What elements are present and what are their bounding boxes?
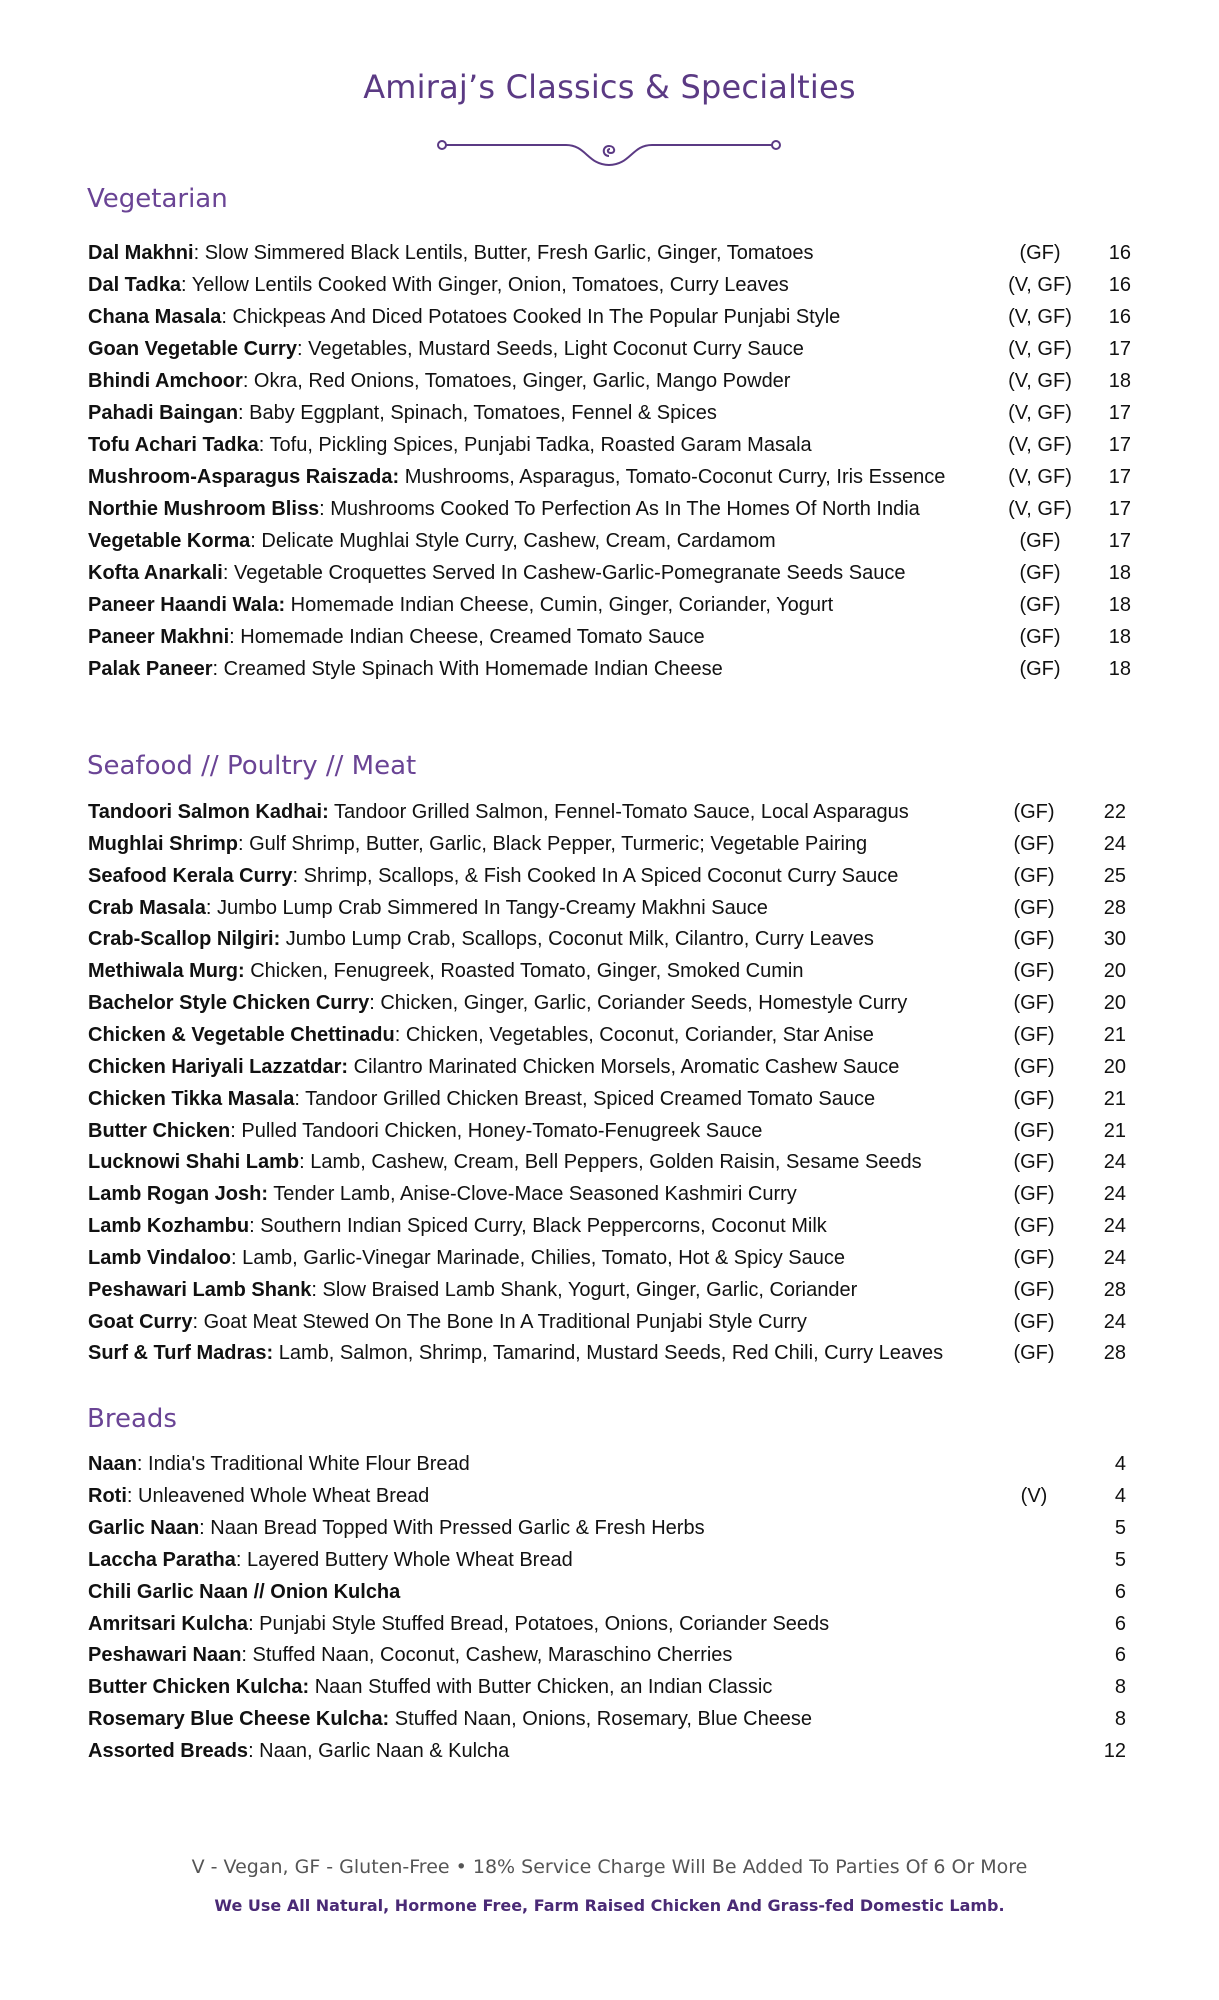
item-diet-tags: (GF) [1013,992,1055,1015]
item-diet-tags: (GF) [1019,242,1061,264]
item-description: : Vegetables, Mustard Seeds, Light Coconut Curry Sauce [296,338,804,360]
item-price: 24 [1103,1215,1126,1238]
item-name: Surf & Turf Madras: [88,1342,274,1365]
item-description: Tender Lamb, Anise-Clove-Mace Seasoned Kashmiri Curry [268,1183,797,1206]
item-price: 5 [1114,1548,1126,1571]
item-diet-tags: (GF) [1013,1055,1055,1078]
item-price: 24 [1103,1183,1126,1206]
item-description: : Southern Indian Spiced Curry, Black Peppercorns, Coconut Milk [249,1215,827,1238]
item-name: Paneer Makhni [88,626,230,648]
item-description: : Shrimp, Scallops, & Fish Cooked In A Spiced Coconut Curry Sauce [292,864,899,887]
item-name: Tandoori Salmon Kadhai: [88,801,329,823]
item-name: Tofu Achari Tadka [88,434,259,456]
item-price: 17 [1108,338,1131,360]
item-diet-tags: (V, GF) [1008,338,1072,360]
item-diet-tags: (GF) [1013,1119,1055,1142]
item-name: Rosemary Blue Cheese Kulcha: [88,1708,390,1731]
item-description: Naan Stuffed with Butter Chicken, an Indian Classic [309,1676,773,1699]
item-diet-tags: (GF) [1019,530,1061,552]
item-name: Amritsari Kulcha [88,1612,249,1635]
item-price: 17 [1108,466,1131,488]
menu-item [88,829,1148,859]
item-description: Tandoor Grilled Salmon, Fennel-Tomato Sauce, Local Asparagus [328,801,909,823]
menu-item [88,1704,1148,1734]
item-price: 6 [1114,1644,1126,1667]
item-diet-tags: (V, GF) [1008,466,1072,488]
item-description: : Jumbo Lump Crab Simmered In Tangy-Creamy Makhni Sauce [205,896,768,919]
section-title: Seafood // Poultry // Meat [87,751,417,781]
item-description: : Chicken, Ginger, Garlic, Coriander Seeds, Homestyle Curry [369,992,908,1015]
item-name: Chana Masala [88,306,222,328]
item-diet-tags: (V) [1020,1484,1048,1507]
item-name: Assorted Breads [88,1740,249,1763]
item-price: 24 [1103,1246,1126,1269]
item-description: : Chickpeas And Diced Potatoes Cooked In The Popular Punjabi Style [221,306,841,328]
item-name: Bachelor Style Chicken Curry [88,992,370,1015]
item-name: Palak Paneer [88,658,213,680]
item-diet-tags: (V, GF) [1008,274,1072,296]
item-price: 24 [1103,832,1126,855]
item-description: : Slow Simmered Black Lentils, Butter, Fresh Garlic, Ginger, Tomatoes [193,242,814,264]
item-diet-tags: (GF) [1019,626,1061,648]
item-name: Kofta Anarkali [88,562,223,584]
item-price: 20 [1103,1055,1126,1078]
item-diet-tags: (V, GF) [1008,402,1072,424]
item-diet-tags: (GF) [1013,1023,1055,1046]
item-price: 21 [1103,1087,1126,1110]
item-diet-tags: (V, GF) [1008,306,1072,328]
menu-item [88,238,1148,268]
item-name: Garlic Naan [88,1516,200,1539]
menu-item [88,334,1148,364]
item-name: Vegetable Korma [88,530,251,552]
item-description: : Chicken, Vegetables, Coconut, Coriander, Star Anise [394,1023,874,1046]
item-diet-tags: (GF) [1013,1342,1055,1365]
item-description: Jumbo Lump Crab, Scallops, Coconut Milk, Cilantro, Curry Leaves [280,928,874,951]
item-description: Homemade Indian Cheese, Cumin, Ginger, Coriander, Yogurt [285,594,834,616]
item-name: Chicken Tikka Masala [88,1087,295,1110]
item-price: 25 [1103,864,1126,887]
scroll-divider-icon [436,132,782,172]
item-price: 30 [1103,928,1126,951]
menu-item [88,430,1148,460]
item-diet-tags: (GF) [1013,1278,1055,1301]
item-price: 16 [1108,242,1131,264]
menu-item [88,1609,1148,1639]
item-price: 22 [1103,801,1126,823]
item-description: : Delicate Mughlai Style Curry, Cashew, Cream, Cardamom [250,530,776,552]
item-price: 20 [1103,992,1126,1015]
item-name: Mushroom-Asparagus Raiszada: [88,466,400,488]
item-name: Seafood Kerala Curry [88,864,293,887]
item-price: 24 [1103,1151,1126,1174]
item-description: Stuffed Naan, Onions, Rosemary, Blue Cheese [389,1708,813,1731]
item-description: : Creamed Style Spinach With Homemade Indian Cheese [212,658,723,680]
menu-item [88,797,1148,827]
item-name: Naan [88,1453,137,1475]
item-description: : Naan, Garlic Naan & Kulcha [248,1740,510,1763]
item-description: : Vegetable Croquettes Served In Cashew-Garlic-Pomegranate Seeds Sauce [222,562,906,584]
page-title: Amiraj’s Classics & Specialties [363,68,856,106]
menu-item [88,1052,1148,1082]
menu-item [88,1577,1148,1607]
sourcing-note: We Use All Natural, Hormone Free, Farm Raised Chicken And Grass-fed Domestic Lamb. [214,1896,1005,1915]
item-description: Cilantro Marinated Chicken Morsels, Aromatic Cashew Sauce [348,1055,900,1078]
item-name: Crab-Scallop Nilgiri: [88,928,281,951]
item-name: Bhindi Amchoor [88,370,243,392]
item-price: 4 [1114,1484,1126,1507]
menu-item [88,558,1148,588]
item-price: 21 [1103,1119,1126,1142]
item-diet-tags: (V, GF) [1008,434,1072,456]
item-price: 17 [1108,402,1131,424]
item-price: 28 [1103,1342,1126,1365]
item-description: : Unleavened Whole Wheat Bread [126,1484,430,1507]
item-diet-tags: (GF) [1013,1183,1055,1206]
item-name: Lamb Vindaloo [88,1246,231,1269]
item-description: : Lamb, Garlic-Vinegar Marinade, Chilies, Tomato, Hot & Spicy Sauce [230,1246,845,1269]
item-price: 24 [1103,1310,1126,1333]
item-diet-tags: (GF) [1013,1151,1055,1174]
menu-item [88,1211,1148,1241]
item-name: Northie Mushroom Bliss [88,498,320,520]
item-description: : Goat Meat Stewed On The Bone In A Traditional Punjabi Style Curry [192,1310,807,1333]
item-diet-tags: (GF) [1019,594,1061,616]
menu-item [88,893,1148,923]
item-diet-tags: (V, GF) [1008,370,1072,392]
menu-item [88,988,1148,1018]
item-description: Lamb, Salmon, Shrimp, Tamarind, Mustard Seeds, Red Chili, Curry Leaves [273,1342,944,1365]
item-description: : Pulled Tandoori Chicken, Honey-Tomato-Fenugreek Sauce [230,1119,763,1142]
item-name: Methiwala Murg: [88,960,245,983]
item-price: 20 [1103,960,1126,983]
item-name: Chicken Hariyali Lazzatdar: [88,1055,349,1078]
item-price: 28 [1103,896,1126,919]
item-description: Mushrooms, Asparagus, Tomato-Coconut Curry, Iris Essence [399,466,946,488]
item-name: Goan Vegetable Curry [88,338,297,360]
item-name: Butter Chicken [88,1119,231,1142]
item-description: : Naan Bread Topped With Pressed Garlic & Fresh Herbs [199,1516,705,1539]
legend-note: V - Vegan, GF - Gluten-Free • 18% Service Charge Will Be Added To Parties Of 6 Or More [191,1856,1028,1878]
menu-item [88,1338,1148,1368]
item-diet-tags: (V, GF) [1008,498,1072,520]
item-price: 17 [1108,434,1131,456]
menu-item [88,1513,1148,1543]
item-diet-tags: (GF) [1013,896,1055,919]
section-title: Vegetarian [87,184,228,214]
item-name: Peshawari Naan [88,1644,242,1667]
item-diet-tags: (GF) [1019,562,1061,584]
item-name: Chili Garlic Naan // Onion Kulcha [88,1580,401,1603]
menu-item [88,462,1148,492]
item-diet-tags: (GF) [1013,801,1055,823]
item-description: : Mushrooms Cooked To Perfection As In The Homes Of North India [319,498,920,520]
item-description: : Yellow Lentils Cooked With Ginger, Onion, Tomatoes, Curry Leaves [181,274,789,296]
item-diet-tags: (GF) [1019,658,1061,680]
item-description: : Layered Buttery Whole Wheat Bread [235,1548,573,1571]
item-name: Crab Masala [88,896,206,919]
item-description: : Lamb, Cashew, Cream, Bell Peppers, Golden Raisin, Sesame Seeds [299,1151,922,1174]
item-description: : Homemade Indian Cheese, Creamed Tomato Sauce [229,626,705,648]
item-name: Lamb Kozhambu [88,1215,250,1238]
menu-item [88,1449,1148,1479]
item-diet-tags: (GF) [1013,1087,1055,1110]
item-price: 16 [1108,274,1131,296]
menu-item [88,622,1148,652]
item-diet-tags: (GF) [1013,1215,1055,1238]
item-description: Chicken, Fenugreek, Roasted Tomato, Ginger, Smoked Cumin [244,960,804,983]
item-price: 8 [1114,1676,1126,1699]
item-diet-tags: (GF) [1013,1310,1055,1333]
menu-item [88,494,1148,524]
menu-item [88,1179,1148,1209]
item-name: Lamb Rogan Josh: [88,1183,269,1206]
item-price: 18 [1108,594,1131,616]
item-price: 18 [1108,626,1131,648]
menu-item [88,1243,1148,1273]
item-name: Lucknowi Shahi Lamb [88,1151,300,1174]
menu-item [88,1736,1148,1766]
menu-item [88,526,1148,556]
item-price: 6 [1114,1612,1126,1635]
item-description: : Stuffed Naan, Coconut, Cashew, Maraschino Cherries [241,1644,733,1667]
item-diet-tags: (GF) [1013,864,1055,887]
item-price: 21 [1103,1023,1126,1046]
menu-item [88,1147,1148,1177]
item-name: Peshawari Lamb Shank [88,1278,312,1301]
item-price: 16 [1108,306,1131,328]
item-name: Pahadi Baingan [88,402,239,424]
item-name: Goat Curry [88,1310,193,1333]
menu-item [88,1672,1148,1702]
item-diet-tags: (GF) [1013,928,1055,951]
item-price: 17 [1108,530,1131,552]
menu-item [88,924,1148,954]
item-description: : India's Traditional White Flour Bread [136,1453,470,1475]
menu-item [88,1640,1148,1670]
menu-item [88,956,1148,986]
menu-item [88,398,1148,428]
section-title: Breads [87,1404,177,1434]
item-description: : Tandoor Grilled Chicken Breast, Spiced Creamed Tomato Sauce [294,1087,876,1110]
item-name: Laccha Paratha [88,1548,236,1571]
item-name: Paneer Haandi Wala: [88,594,286,616]
item-name: Roti [88,1484,127,1507]
item-diet-tags: (GF) [1013,832,1055,855]
menu-item [88,1020,1148,1050]
item-diet-tags: (GF) [1013,1246,1055,1269]
menu-item [88,366,1148,396]
menu-item [88,1481,1148,1511]
item-price: 18 [1108,562,1131,584]
item-description: : Baby Eggplant, Spinach, Tomatoes, Fennel & Spices [238,402,717,424]
item-description: : Gulf Shrimp, Butter, Garlic, Black Pepper, Turmeric; Vegetable Pairing [238,832,868,855]
item-description: : Punjabi Style Stuffed Bread, Potatoes, Onions, Coriander Seeds [248,1612,830,1635]
menu-item [88,654,1148,684]
menu-item [88,270,1148,300]
item-price: 5 [1114,1516,1126,1539]
menu-item [88,302,1148,332]
menu-item [88,1084,1148,1114]
item-description: : Tofu, Pickling Spices, Punjabi Tadka, Roasted Garam Masala [258,434,812,456]
menu-item [88,1275,1148,1305]
item-name: Chicken & Vegetable Chettinadu [88,1023,395,1046]
item-price: 4 [1114,1453,1126,1475]
menu-item [88,861,1148,891]
item-price: 17 [1108,498,1131,520]
item-price: 18 [1108,658,1131,680]
item-price: 28 [1103,1278,1126,1301]
menu-item [88,1545,1148,1575]
item-name: Mughlai Shrimp [88,832,238,855]
menu-item [88,1116,1148,1146]
menu-item [88,1307,1148,1337]
menu-item [88,590,1148,620]
item-name: Dal Makhni [88,242,194,264]
item-name: Dal Tadka [88,274,181,296]
item-price: 8 [1114,1708,1126,1731]
item-price: 12 [1103,1740,1126,1763]
item-price: 18 [1108,370,1131,392]
item-diet-tags: (GF) [1013,960,1055,983]
item-description: : Okra, Red Onions, Tomatoes, Ginger, Garlic, Mango Powder [242,370,791,392]
item-name: Butter Chicken Kulcha: [88,1676,310,1699]
item-description: : Slow Braised Lamb Shank, Yogurt, Ginger, Garlic, Coriander [311,1278,858,1301]
item-price: 6 [1114,1580,1126,1603]
